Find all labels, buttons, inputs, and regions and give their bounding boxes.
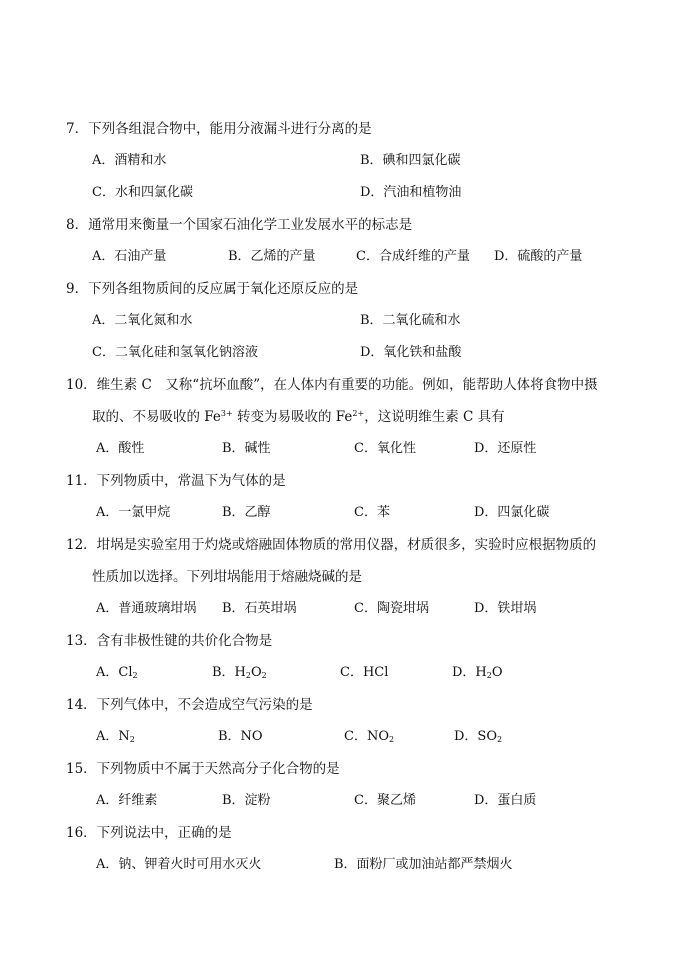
q12-option-c: C．陶瓷坩埚 bbox=[354, 601, 429, 616]
question-12-stem-line1: 12．坩埚是实验室用于灼烧或熔融固体物质的常用仪器，材质很多，实验时应根据物质的 bbox=[66, 537, 597, 553]
q14-option-a: A．$N_2$ bbox=[96, 729, 135, 744]
q16-option-b: B．面粉厂或加油站都严禁烟火 bbox=[334, 857, 513, 872]
q16-option-a: A．钠、钾着火时可用水灭火 bbox=[96, 857, 262, 872]
q14-option-d: D．$SO_2$ bbox=[454, 729, 503, 744]
q13-option-d: D．$H_2O$ bbox=[452, 665, 503, 680]
q10-option-c: C．氧化性 bbox=[354, 441, 416, 456]
q10-option-a: A．酸性 bbox=[96, 441, 145, 456]
q15-option-b: B．淀粉 bbox=[222, 793, 271, 808]
q12-option-d: D．铁坩埚 bbox=[474, 601, 537, 616]
question-12-stem-line2: 性质加以选择。下列坩埚能用于熔融烧碱的是 bbox=[92, 569, 362, 585]
question-13-stem: 13．含有非极性键的共价化合物是 bbox=[66, 633, 273, 649]
question-11-stem: 11．下列物质中，常温下为气体的是 bbox=[66, 473, 286, 489]
q7-option-b: B．碘和四氯化碳 bbox=[360, 153, 461, 168]
q11-option-a: A．一氯甲烷 bbox=[96, 505, 171, 520]
question-9-stem: 9．下列各组物质间的反应属于氧化还原反应的是 bbox=[66, 281, 359, 297]
question-7-stem: 7．下列各组混合物中，能用分液漏斗进行分离的是 bbox=[66, 121, 372, 137]
q15-option-d: D．蛋白质 bbox=[474, 793, 537, 808]
q7-option-d: D．汽油和植物油 bbox=[360, 185, 462, 200]
q9-option-c: C．二氧化硅和氢氧化钠溶液 bbox=[92, 345, 258, 360]
q8-option-a: A．石油产量 bbox=[92, 249, 167, 264]
q10-option-b: B．碱性 bbox=[222, 441, 271, 456]
q8-option-b: B．乙烯的产量 bbox=[228, 249, 316, 264]
question-14-stem: 14．下列气体中，不会造成空气污染的是 bbox=[66, 697, 313, 713]
question-8-stem: 8．通常用来衡量一个国家石油化学工业发展水平的标志是 bbox=[66, 217, 413, 233]
q15-option-a: A．纤维素 bbox=[96, 793, 158, 808]
q9-option-a: A．二氧化氮和水 bbox=[92, 313, 193, 328]
q13-option-a: A．$Cl_2$ bbox=[96, 665, 138, 680]
q12-option-a: A．普通玻璃坩埚 bbox=[96, 601, 197, 616]
q7-option-a: A．酒精和水 bbox=[92, 153, 167, 168]
q8-option-d: D．硫酸的产量 bbox=[494, 249, 583, 264]
question-16-stem: 16．下列说法中，正确的是 bbox=[66, 825, 232, 841]
q7-option-c: C．水和四氯化碳 bbox=[92, 185, 193, 200]
q13-option-b: B．$H_2O_2$ bbox=[212, 665, 267, 680]
q8-option-c: C．合成纤维的产量 bbox=[356, 249, 470, 264]
q13-option-c: C．HCl bbox=[340, 665, 389, 680]
q12-option-b: B．石英坩埚 bbox=[222, 601, 297, 616]
q11-option-b: B．乙醇 bbox=[222, 505, 271, 520]
q15-option-c: C．聚乙烯 bbox=[354, 793, 416, 808]
question-10-stem-line2: 取的、不易吸收的 $Fe^{3+}$ 转变为易吸收的 $Fe^{2+}$，这说明维生素 C 具有 bbox=[92, 409, 505, 425]
q10-option-d: D．还原性 bbox=[474, 441, 537, 456]
q9-option-b: B．二氧化硫和水 bbox=[360, 313, 461, 328]
q14-option-b: B．NO bbox=[218, 729, 263, 744]
question-10-stem-line1: 10．维生素 C 又称“抗坏血酸”，在人体内有重要的功能。例如，能帮助人体将食物中摄 bbox=[66, 377, 598, 393]
question-15-stem: 15．下列物质中不属于天然高分子化合物的是 bbox=[66, 761, 340, 777]
q9-option-d: D．氧化铁和盐酸 bbox=[360, 345, 462, 360]
q14-option-c: C．$NO_2$ bbox=[344, 729, 395, 744]
q11-option-c: C．苯 bbox=[354, 505, 390, 520]
q11-option-d: D．四氯化碳 bbox=[474, 505, 550, 520]
